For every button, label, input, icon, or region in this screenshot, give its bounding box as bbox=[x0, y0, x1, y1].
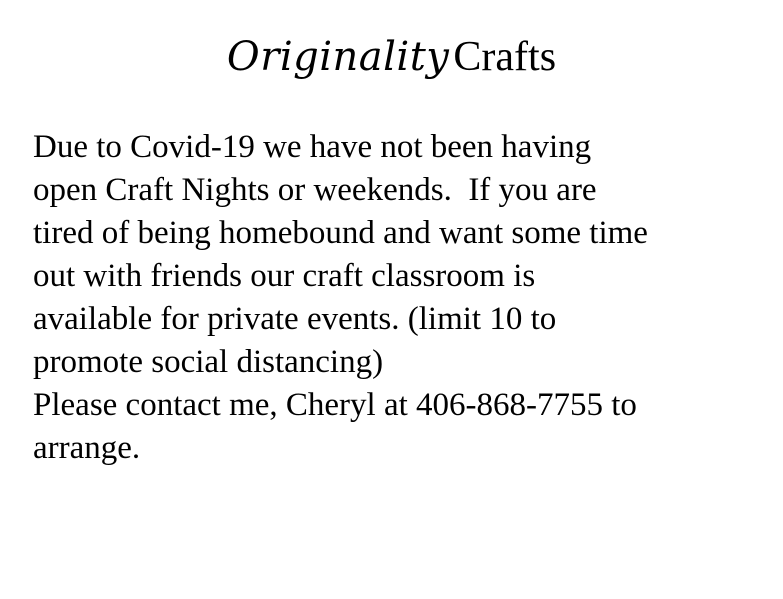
body-line: out with friends our craft classroom is bbox=[33, 258, 536, 294]
body-line: arrange. bbox=[33, 430, 141, 466]
announcement-body bbox=[33, 126, 778, 470]
title-plain-word: Crafts bbox=[453, 34, 557, 80]
document-title bbox=[0, 36, 783, 78]
title-script-word: Originality bbox=[226, 34, 450, 80]
body-line: available for private events. (limit 10 to bbox=[33, 301, 557, 337]
body-line: open Craft Nights or weekends. If you are bbox=[33, 172, 597, 208]
body-line: promote social distancing) bbox=[33, 344, 384, 380]
contact-line: Please contact me, Cheryl at 406-868-7755 to bbox=[33, 387, 637, 423]
body-line: tired of being homebound and want some time bbox=[33, 215, 648, 251]
body-line: Due to Covid-19 we have not been having bbox=[33, 129, 592, 165]
